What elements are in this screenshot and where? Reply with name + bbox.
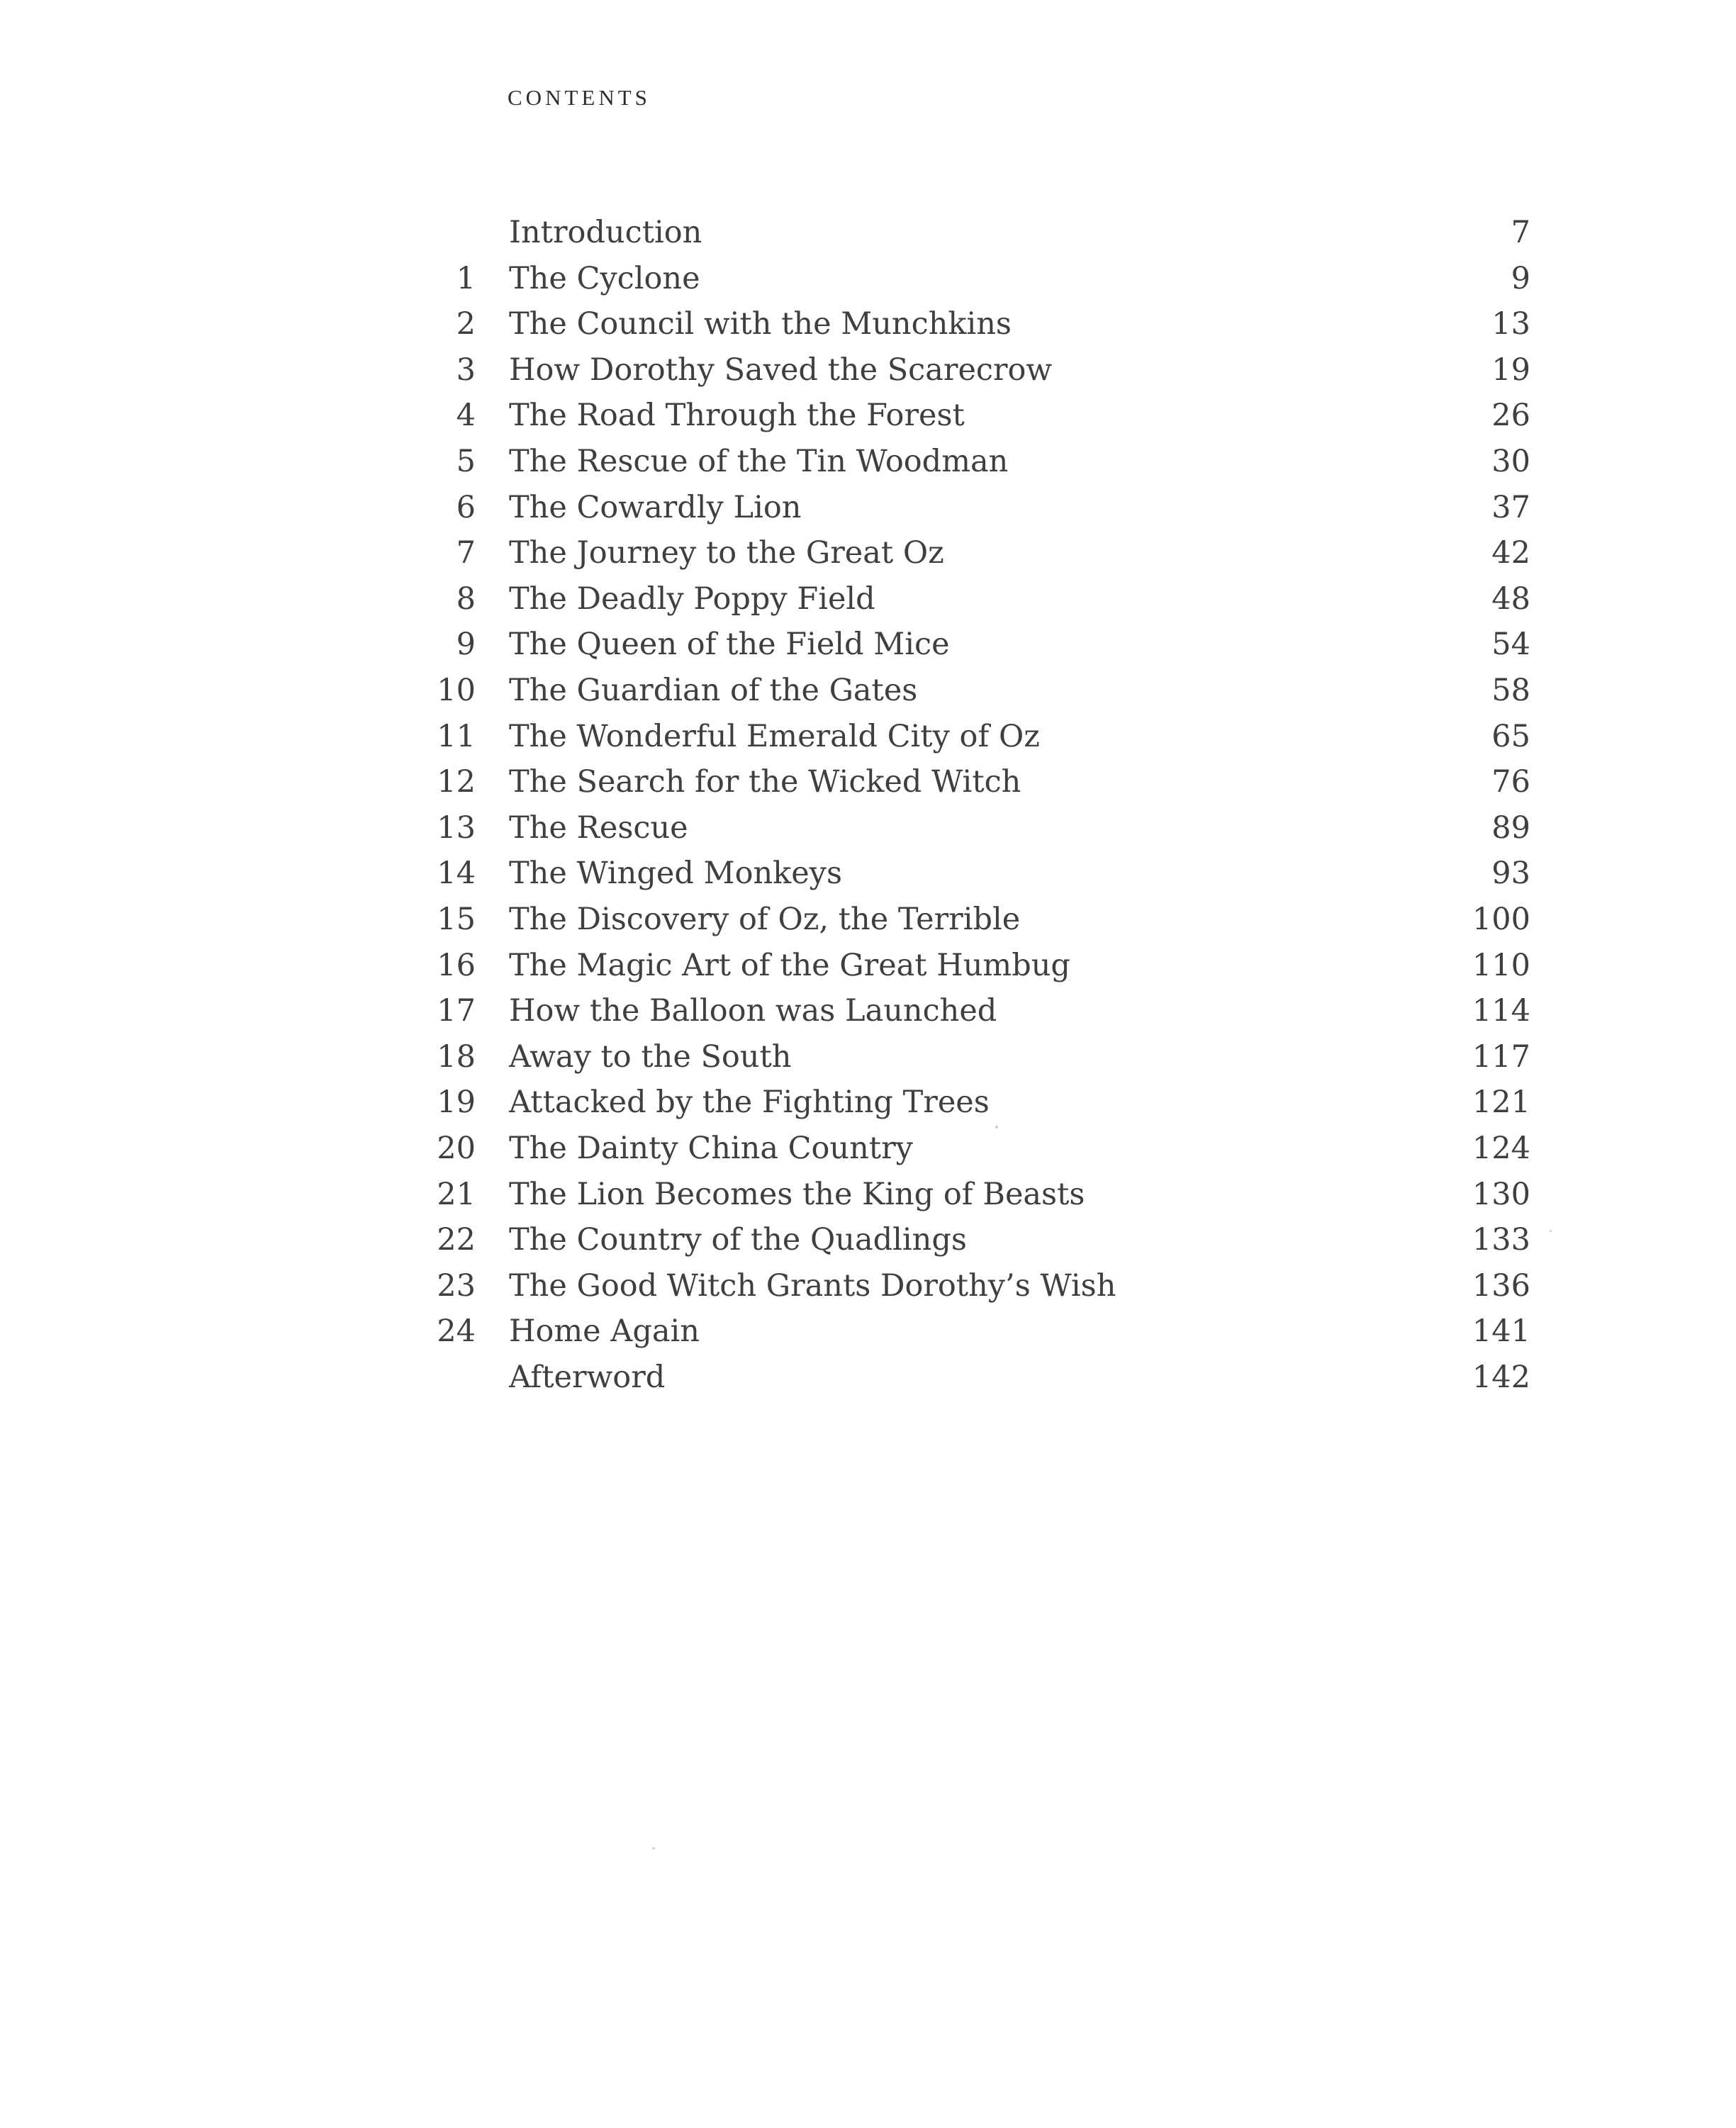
chapter-title: The Discovery of Oz, the Terrible	[509, 902, 1021, 937]
page-number: 48	[1491, 581, 1530, 617]
chapter-number: 19	[437, 1085, 476, 1121]
chapter-title: The Winged Monkeys	[509, 856, 843, 892]
page-number: 58	[1491, 673, 1530, 708]
scan-speck	[652, 1847, 655, 1849]
page-number: 26	[1491, 398, 1530, 434]
page-number: 133	[1472, 1222, 1530, 1258]
toc-entry	[0, 1034, 1736, 1080]
page-number: 89	[1491, 810, 1530, 846]
page-number: 76	[1491, 764, 1530, 800]
chapter-title: Afterword	[509, 1360, 666, 1395]
chapter-title: Introduction	[509, 215, 702, 250]
toc-entry	[0, 1217, 1736, 1263]
toc-entry	[0, 1355, 1736, 1401]
toc-entry	[0, 485, 1736, 531]
chapter-number: 18	[437, 1038, 476, 1075]
toc-entry	[0, 897, 1736, 943]
chapter-number: 14	[437, 856, 476, 892]
page-number: 110	[1472, 947, 1530, 983]
chapter-number: 5	[456, 444, 476, 479]
chapter-number: 15	[437, 902, 476, 937]
toc-entry	[0, 393, 1736, 439]
toc-entry	[0, 301, 1736, 347]
page-number: 114	[1472, 993, 1530, 1029]
toc-entry	[0, 347, 1736, 393]
toc-entry	[0, 576, 1736, 622]
chapter-number: 7	[456, 535, 476, 571]
page-number: 121	[1472, 1085, 1530, 1121]
page-number: 136	[1472, 1267, 1530, 1304]
chapter-title: Attacked by the Fighting Trees	[509, 1085, 990, 1121]
chapter-number: 16	[437, 947, 476, 983]
page-number: 7	[1511, 215, 1530, 250]
page-number: 141	[1472, 1314, 1530, 1350]
page-number: 42	[1491, 535, 1530, 571]
toc-entry	[0, 988, 1736, 1034]
page-number: 37	[1491, 489, 1530, 525]
chapter-title: The Council with the Munchkins	[509, 306, 1012, 342]
chapter-number: 20	[437, 1131, 476, 1166]
chapter-title: The Lion Becomes the King of Beasts	[509, 1176, 1085, 1212]
chapter-title: The Guardian of the Gates	[509, 673, 918, 708]
chapter-title: The Wonderful Emerald City of Oz	[509, 718, 1040, 754]
toc-entry	[0, 1080, 1736, 1126]
chapter-title: The Cyclone	[509, 260, 700, 296]
page-number: 100	[1472, 902, 1530, 937]
chapter-title: The Good Witch Grants Dorothy’s Wish	[509, 1267, 1116, 1304]
chapter-number: 3	[456, 352, 476, 388]
page-number: 9	[1511, 260, 1530, 296]
chapter-number: 4	[456, 398, 476, 434]
chapter-title: The Road Through the Forest	[509, 398, 965, 434]
chapter-number: 24	[437, 1314, 476, 1350]
page-number: 142	[1472, 1360, 1530, 1395]
chapter-number: 6	[456, 489, 476, 525]
toc-entry	[0, 530, 1736, 576]
chapter-title: Home Again	[509, 1314, 700, 1350]
chapter-title: How the Balloon was Launched	[509, 993, 997, 1029]
toc-entry	[0, 1172, 1736, 1218]
page-number: 54	[1491, 627, 1530, 663]
page-number: 93	[1491, 856, 1530, 892]
chapter-number: 12	[437, 764, 476, 800]
chapter-title: The Queen of the Field Mice	[509, 627, 950, 663]
page-number: 19	[1491, 352, 1530, 388]
toc-entry	[0, 1126, 1736, 1172]
toc-entry	[0, 439, 1736, 485]
page-number: 130	[1472, 1176, 1530, 1212]
toc-entry	[0, 210, 1736, 256]
page-number: 30	[1491, 444, 1530, 479]
chapter-title: The Rescue	[509, 810, 688, 846]
toc-entry	[0, 759, 1736, 805]
chapter-number: 22	[437, 1222, 476, 1258]
chapter-title: The Country of the Quadlings	[509, 1222, 967, 1258]
toc-entry	[0, 256, 1736, 302]
chapter-title: The Magic Art of the Great Humbug	[509, 947, 1070, 983]
chapter-number: 23	[437, 1267, 476, 1304]
page-number: 65	[1491, 718, 1530, 754]
chapter-number: 21	[437, 1176, 476, 1212]
chapter-title: The Deadly Poppy Field	[509, 581, 875, 617]
chapter-number: 17	[437, 993, 476, 1029]
toc-entry	[0, 805, 1736, 851]
toc-entry	[0, 943, 1736, 989]
chapter-number: 10	[437, 673, 476, 708]
chapter-title: The Search for the Wicked Witch	[509, 764, 1021, 800]
chapter-title: The Cowardly Lion	[509, 489, 802, 525]
chapter-title: The Rescue of the Tin Woodman	[509, 444, 1009, 479]
chapter-title: How Dorothy Saved the Scarecrow	[509, 352, 1053, 388]
toc-entry	[0, 668, 1736, 714]
chapter-title: The Dainty China Country	[509, 1131, 913, 1166]
chapter-number: 11	[437, 718, 476, 754]
chapter-number: 13	[437, 810, 476, 846]
contents-heading: CONTENTS	[508, 85, 651, 110]
chapter-number: 2	[456, 306, 476, 342]
chapter-title: Away to the South	[509, 1038, 792, 1075]
scan-speck	[995, 1126, 998, 1129]
page-number: 124	[1472, 1131, 1530, 1166]
toc-entry	[0, 622, 1736, 668]
scan-speck	[1550, 1230, 1552, 1232]
chapter-number: 8	[456, 581, 476, 617]
toc-entry	[0, 851, 1736, 897]
page-number: 13	[1491, 306, 1530, 342]
chapter-number: 1	[456, 260, 476, 296]
toc-entry	[0, 714, 1736, 760]
chapter-number: 9	[456, 627, 476, 663]
chapter-title: The Journey to the Great Oz	[509, 535, 944, 571]
toc-entry	[0, 1263, 1736, 1309]
page-number: 117	[1472, 1038, 1530, 1075]
toc-entry	[0, 1309, 1736, 1355]
